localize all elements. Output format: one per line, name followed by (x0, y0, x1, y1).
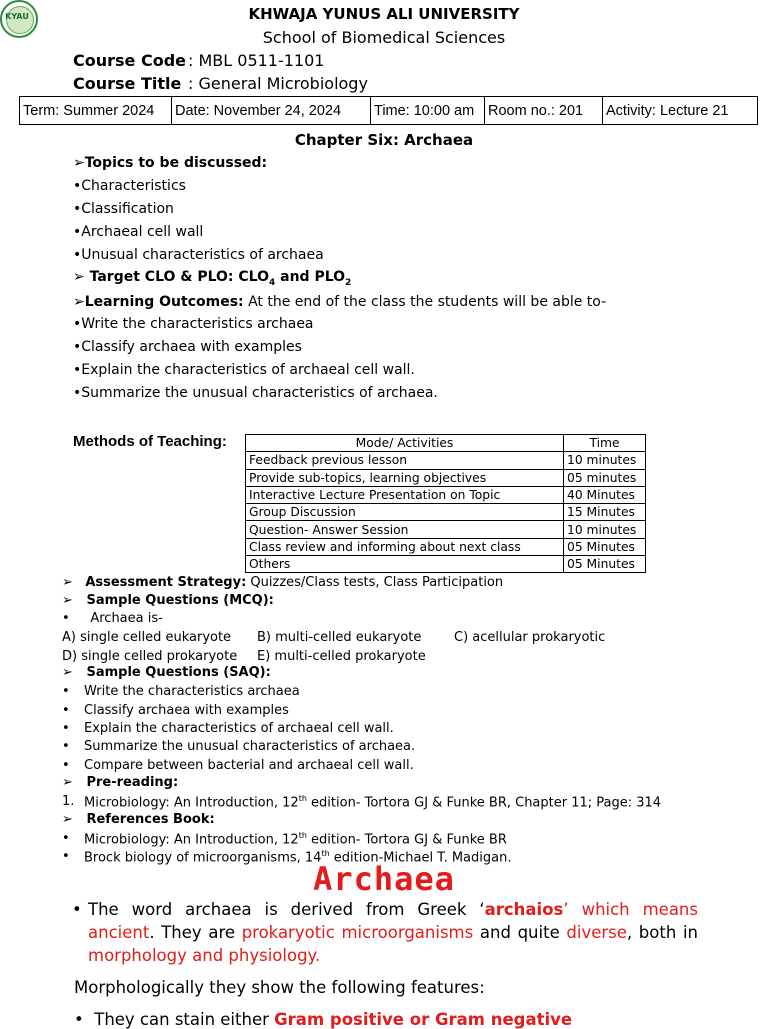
time-cell: 10 minutes (564, 521, 646, 538)
time-cell: 05 Minutes (564, 556, 646, 573)
saq-item (62, 739, 416, 754)
bullet-icon: • (62, 831, 70, 846)
saq-text: Summarize the unusual characteristics of archaea. (84, 739, 416, 754)
mcq-option-e: E) multi-celled prokaryote (257, 649, 426, 664)
clo-sub: 4 (269, 277, 276, 288)
prereading-text (84, 794, 661, 810)
reference-item (62, 831, 507, 848)
arrow-icon: ➢ (62, 575, 73, 590)
outcomes-intro: At the end of the class the students will be able to- (243, 294, 607, 310)
term-info-table (19, 96, 758, 125)
table-row (246, 504, 646, 521)
saq-text: Classify archaea with examples (84, 703, 289, 718)
arrow-icon: ➢ (73, 294, 85, 310)
bullet-icon: • (72, 900, 82, 919)
saq-item (62, 721, 394, 736)
arrow-icon: ➢ (73, 269, 90, 285)
reference-text (84, 831, 507, 847)
reference-sup: th (298, 831, 307, 840)
bullet-icon: • (62, 849, 70, 864)
bullet-icon: • (62, 758, 70, 773)
saq-label: Sample Questions (SAQ): (86, 665, 271, 680)
prereading-sup: th (298, 794, 307, 803)
topics-heading (73, 155, 267, 171)
time-cell: 05 minutes (564, 469, 646, 486)
time-cell: 40 Minutes (564, 486, 646, 503)
assessment-line (62, 575, 503, 590)
reference-pre: Brock biology of microorganisms, 14 (84, 850, 322, 866)
course-title-label: Course Title (73, 74, 182, 93)
outcome-item: •Summarize the unusual characteristics of archaea. (73, 385, 438, 401)
clo-and: and PLO (275, 269, 346, 285)
topic-item: •Unusual characteristics of archaea (73, 247, 324, 263)
saq-item (62, 703, 289, 718)
reference-post: edition-Michael T. Madigan. (329, 850, 512, 866)
p1-e: and quite (473, 923, 567, 942)
header-mode: Mode/ Activities (246, 435, 564, 452)
time-cell: 05 Minutes (564, 538, 646, 555)
time-cell: 10 minutes (564, 452, 646, 469)
prereading-heading (62, 775, 178, 790)
term-cell: Term: Summer 2024 (20, 97, 172, 125)
course-code-value: : MBL 0511-1101 (188, 51, 325, 70)
archaea-title: Archaea (313, 860, 455, 898)
table-row (246, 452, 646, 469)
logo-text: KYAU (5, 12, 29, 21)
mcq-heading (62, 593, 274, 608)
p1-bold: archaios (484, 900, 564, 919)
outcome-item: •Write the characteristics archaea (73, 316, 314, 332)
gram-stain-line (74, 1010, 572, 1029)
table-row (246, 469, 646, 486)
table-row (246, 556, 646, 573)
activity-cell: Interactive Lecture Presentation on Topic (246, 486, 564, 503)
saq-item (62, 684, 300, 699)
mcq-label: Sample Questions (MCQ): (86, 593, 274, 608)
topic-item: •Classification (73, 201, 174, 217)
saq-item (62, 758, 414, 773)
mcq-question (62, 611, 163, 626)
outcome-item: •Classify archaea with examples (73, 339, 302, 355)
activity-cell: Others (246, 556, 564, 573)
activity-cell: Group Discussion (246, 504, 564, 521)
topic-item: •Characteristics (73, 178, 186, 194)
activity-cell: Class review and informing about next class (246, 538, 564, 555)
archaea-paragraph (72, 898, 699, 967)
saq-text: Explain the characteristics of archaeal cell wall. (84, 721, 394, 736)
university-name: KHWAJA YUNUS ALI UNIVERSITY (248, 5, 520, 23)
course-code-label: Course Code (73, 51, 186, 70)
clo-line (73, 269, 351, 288)
bullet-icon: • (62, 721, 70, 736)
outcomes-line (73, 294, 606, 310)
mcq-option-a: A) single celled eukaryote (62, 630, 232, 645)
time-cell: 15 Minutes (564, 504, 646, 521)
gram-text: They can stain either (94, 1010, 275, 1029)
activity-cell: Question- Answer Session (246, 521, 564, 538)
table-row (246, 538, 646, 555)
plo-sub: 2 (345, 277, 352, 288)
references-label: References Book: (86, 812, 215, 827)
bullet-icon: • (62, 611, 70, 626)
prereading-label: Pre-reading: (86, 775, 179, 790)
outcome-item: •Explain the characteristics of archaeal cell wall. (73, 362, 415, 378)
saq-text: Write the characteristics archaea (84, 684, 300, 699)
activity-cell: Activity: Lecture 21 (603, 97, 758, 125)
chapter-title: Chapter Six: Archaea (294, 131, 474, 149)
mcq-option-c: C) acellular prokaryotic (454, 630, 606, 645)
time-cell: Time: 10:00 am (371, 97, 485, 125)
methods-label: Methods of Teaching: (73, 433, 227, 450)
p1-g: , both in (626, 923, 699, 942)
date-cell: Date: November 24, 2024 (172, 97, 371, 125)
mcq-option-d: D) single celled prokaryote (62, 649, 238, 664)
topic-item: •Archaeal cell wall (73, 224, 204, 240)
mcq-question-text: Archaea is- (90, 611, 163, 626)
reference-sup: th (321, 849, 330, 858)
p1-text: The word archaea is derived from Greek ‘ (88, 900, 485, 919)
activity-cell: Provide sub-topics, learning objectives (246, 469, 564, 486)
table-row (246, 521, 646, 538)
arrow-icon: ➢ (62, 593, 73, 608)
bullet-icon: • (62, 739, 70, 754)
saq-heading (62, 665, 271, 680)
topics-heading-text: Topics to be discussed: (84, 155, 268, 171)
arrow-icon: ➢ (62, 665, 73, 680)
methods-table (245, 434, 646, 573)
activity-cell: Feedback previous lesson (246, 452, 564, 469)
p1-meaning: ’ which means ancient (88, 900, 698, 942)
gram-red: Gram positive or Gram negative (274, 1010, 573, 1029)
bullet-icon: • (74, 1010, 84, 1029)
p1-prokaryotic: prokaryotic microorganisms (241, 923, 474, 942)
mcq-option-b: B) multi-celled eukaryote (257, 630, 422, 645)
arrow-icon: ➢ (73, 155, 85, 171)
reference-pre: Microbiology: An Introduction, 12 (84, 832, 299, 848)
saq-text: Compare between bacterial and archaeal cell wall. (84, 758, 414, 773)
header-time: Time (564, 435, 646, 452)
term-info-row (20, 97, 758, 125)
bullet-icon: • (62, 684, 70, 699)
arrow-icon: ➢ (62, 775, 73, 790)
p1-diverse: diverse (566, 923, 627, 942)
reference-post: edition- Tortora GJ & Funke BR (306, 832, 507, 848)
bullet-icon: • (62, 703, 70, 718)
assessment-text: Quizzes/Class tests, Class Participation (246, 575, 504, 590)
morphology-intro: Morphologically they show the following features: (74, 978, 485, 997)
outcomes-heading: Learning Outcomes: (84, 294, 244, 310)
course-title-value: : General Microbiology (188, 74, 368, 93)
school-name: School of Biomedical Sciences (262, 28, 506, 47)
methods-header-row (246, 435, 646, 452)
prereading-pre: Microbiology: An Introduction, 12 (84, 795, 299, 811)
arrow-icon: ➢ (62, 812, 73, 827)
references-heading (62, 812, 215, 827)
clo-text: Target CLO & PLO: CLO (89, 269, 269, 285)
table-row (246, 486, 646, 503)
room-cell: Room no.: 201 (485, 97, 603, 125)
p1-c: . They are (149, 923, 242, 942)
prereading-post: edition- Tortora GJ & Funke BR, Chapter 11; Page: 314 (306, 795, 662, 811)
assessment-label: Assessment Strategy: (85, 575, 247, 590)
list-number: 1. (62, 794, 75, 809)
prereading-item (62, 794, 662, 811)
p1-morphology: morphology and physiology. (88, 946, 321, 965)
